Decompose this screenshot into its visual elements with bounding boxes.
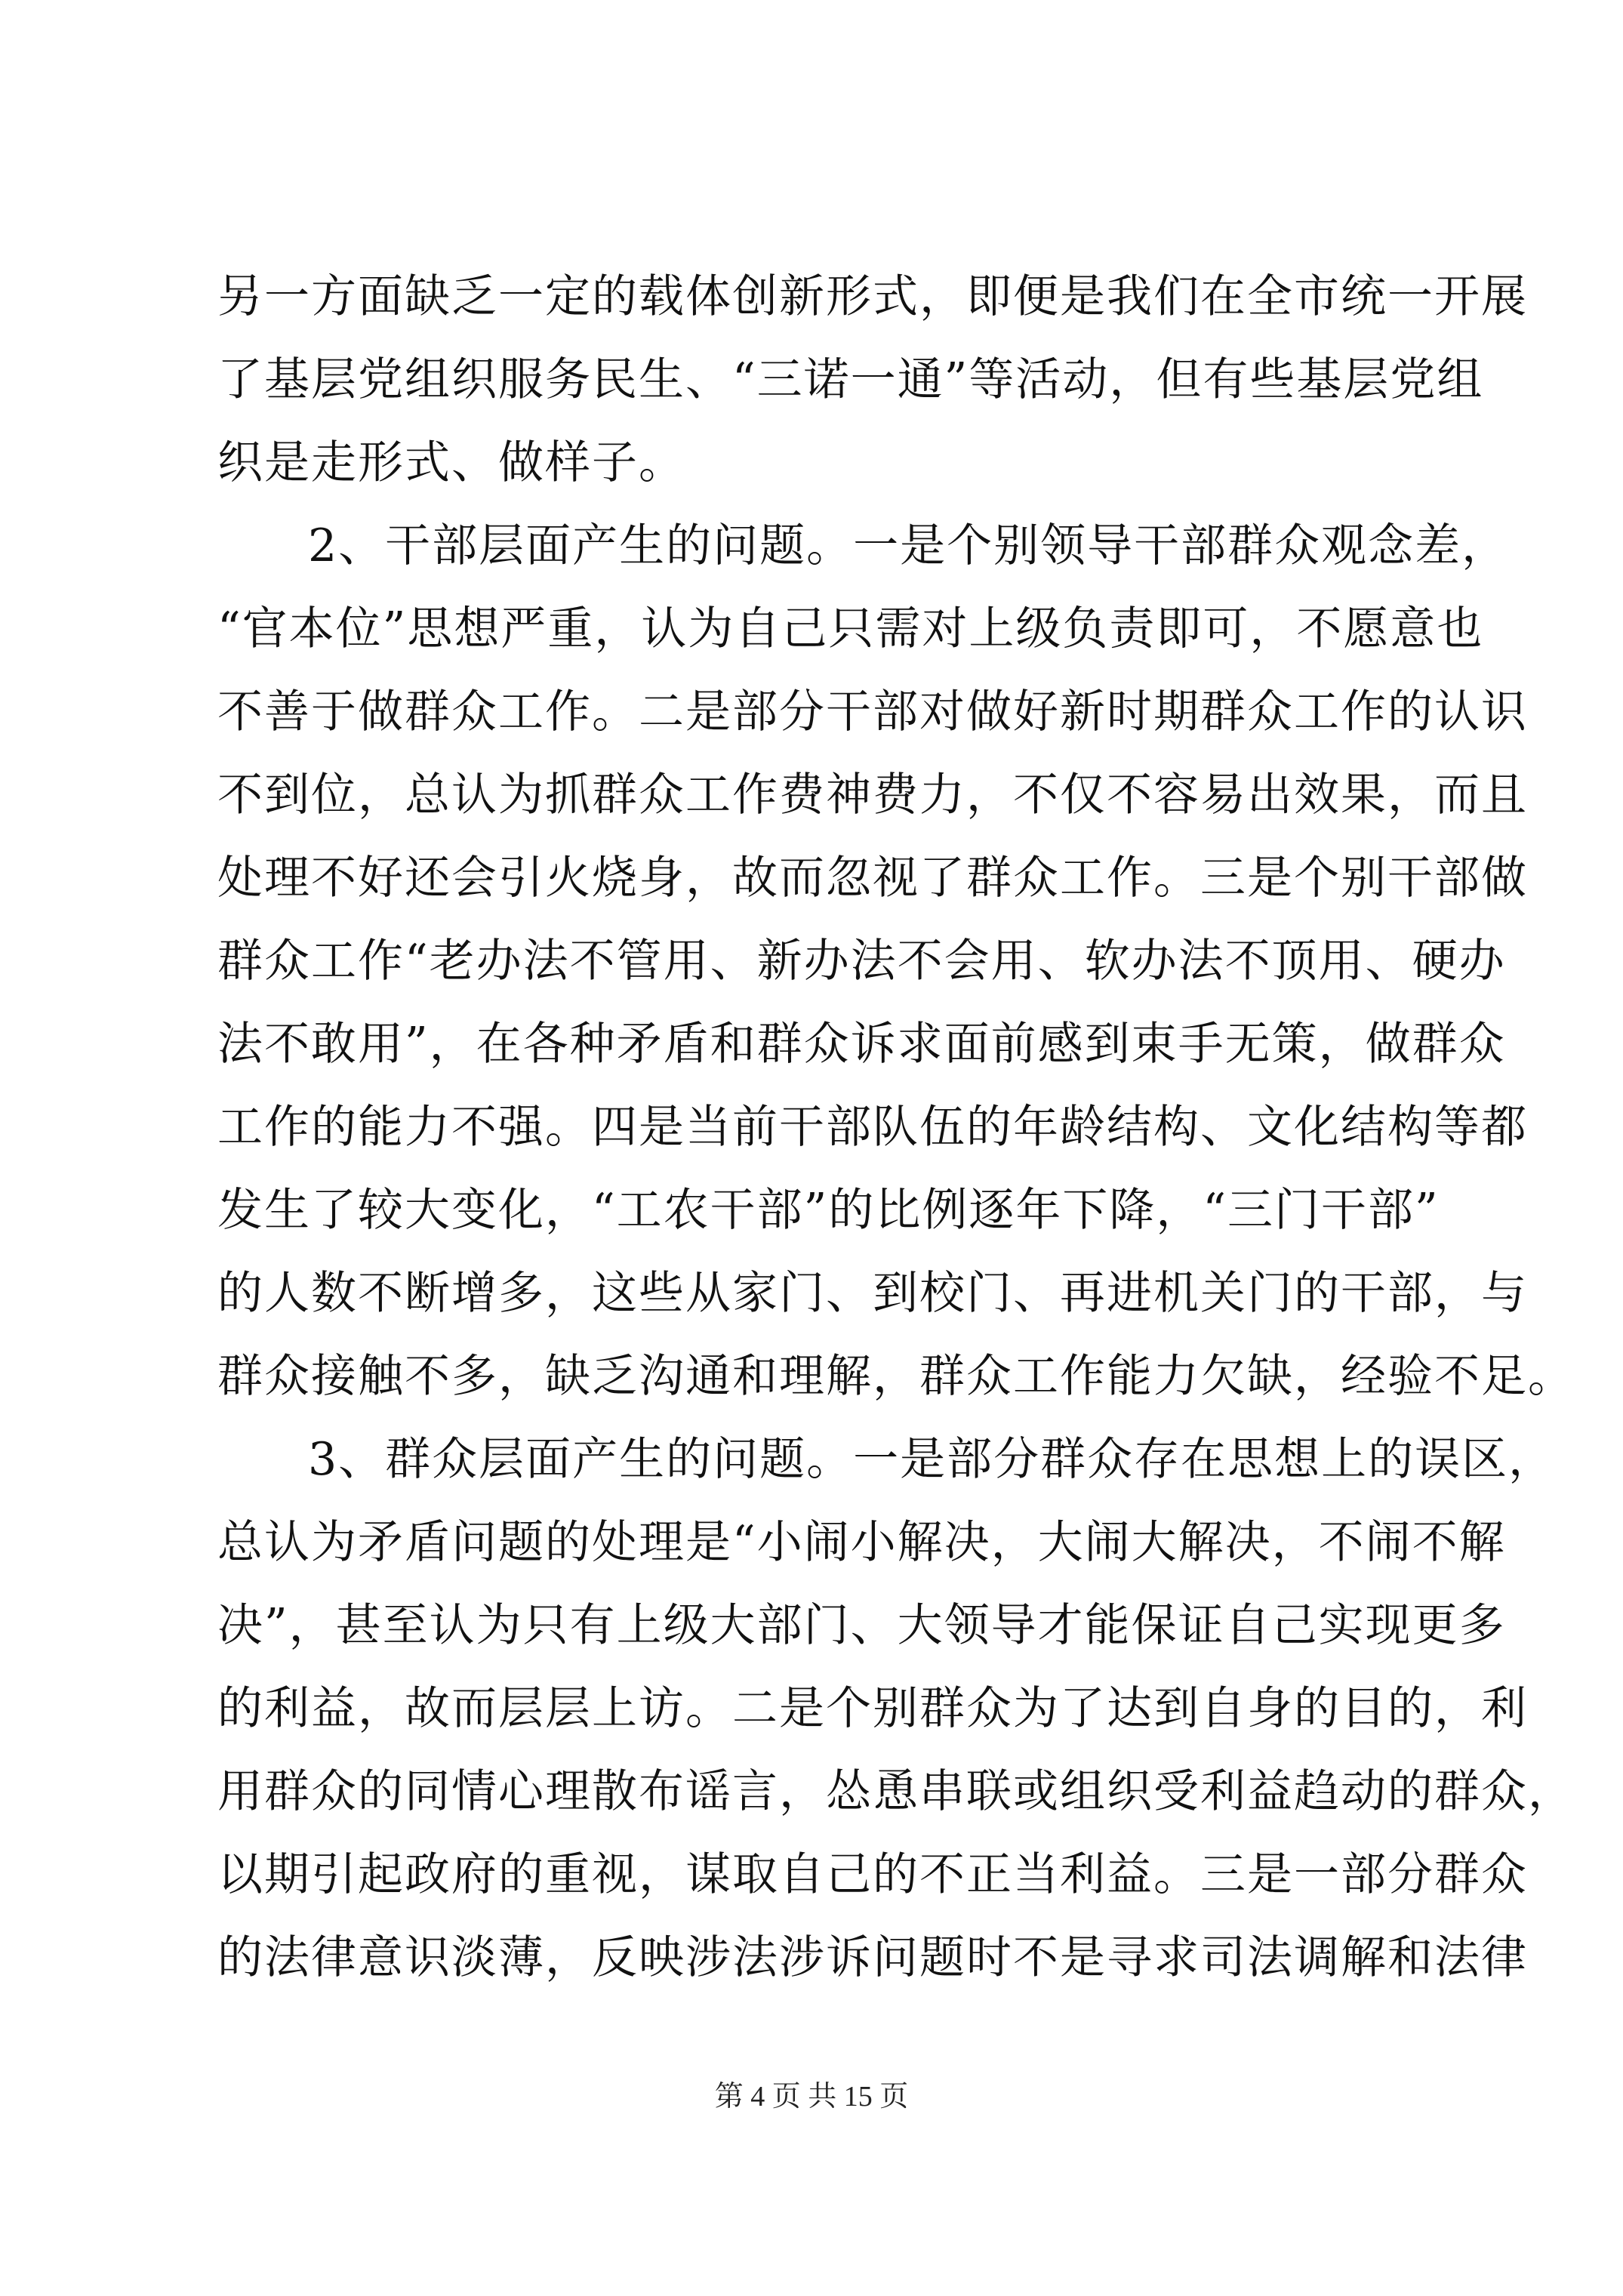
text-line: 工作的能力不强。四是当前干部队伍的年龄结构、文化结构等都 (217, 1101, 1528, 1154)
text-line: 的人数不断增多，这些从家门、到校门、再进机关门的干部，与 (217, 1267, 1528, 1320)
paragraph-start-line: 2、干部层面产生的问题。一是个别领导干部群众观念差， (308, 519, 1509, 572)
text-line: 总认为矛盾问题的处理是“小闹小解决，大闹大解决，不闹不解 (217, 1516, 1506, 1569)
text-line: 发生了较大变化，“工农干部”的比例逐年下降，“三门干部” (217, 1184, 1440, 1237)
text-line: 了基层党组织服务民生、“三诺一通”等活动，但有些基层党组 (217, 353, 1484, 406)
text-line: 群众接触不多，缺乏沟通和理解，群众工作能力欠缺，经验不足。 (217, 1350, 1575, 1403)
text-line: 法不敢用”，在各种矛盾和群众诉求面前感到束手无策，做群众 (217, 1018, 1506, 1071)
text-line: 群众工作“老办法不管用、新办法不会用、软办法不顶用、硬办 (217, 935, 1506, 988)
text-line: “官本位”思想严重，认为自己只需对上级负责即可，不愿意也 (217, 603, 1484, 655)
text-line: 的法律意识淡薄，反映涉法涉诉问题时不是寻求司法调解和法律 (217, 1931, 1528, 1984)
text-line: 以期引起政府的重视，谋取自己的不正当利益。三是一部分群众 (217, 1848, 1528, 1901)
paragraph-start-line: 3、群众层面产生的问题。一是部分群众存在思想上的误区， (308, 1433, 1556, 1486)
text-line: 决”，甚至认为只有上级大部门、大领导才能保证自己实现更多 (217, 1599, 1506, 1652)
page-number-footer: 第 4 页 共 15 页 (714, 2081, 909, 2113)
text-line: 不到位，总认为抓群众工作费神费力，不仅不容易出效果，而且 (217, 769, 1528, 821)
text-line: 另一方面缺乏一定的载体创新形式，即便是我们在全市统一开展 (217, 270, 1528, 323)
text-line: 织是走形式、做样子。 (217, 436, 685, 489)
text-line: 处理不好还会引火烧身，故而忽视了群众工作。三是个别干部做 (217, 852, 1528, 905)
text-line: 的利益，故而层层上访。二是个别群众为了达到自身的目的，利 (217, 1682, 1528, 1735)
text-line: 不善于做群众工作。二是部分干部对做好新时期群众工作的认识 (217, 686, 1528, 738)
text-line: 用群众的同情心理散布谣言，怂恿串联或组织受利益趋动的群众， (217, 1765, 1575, 1818)
